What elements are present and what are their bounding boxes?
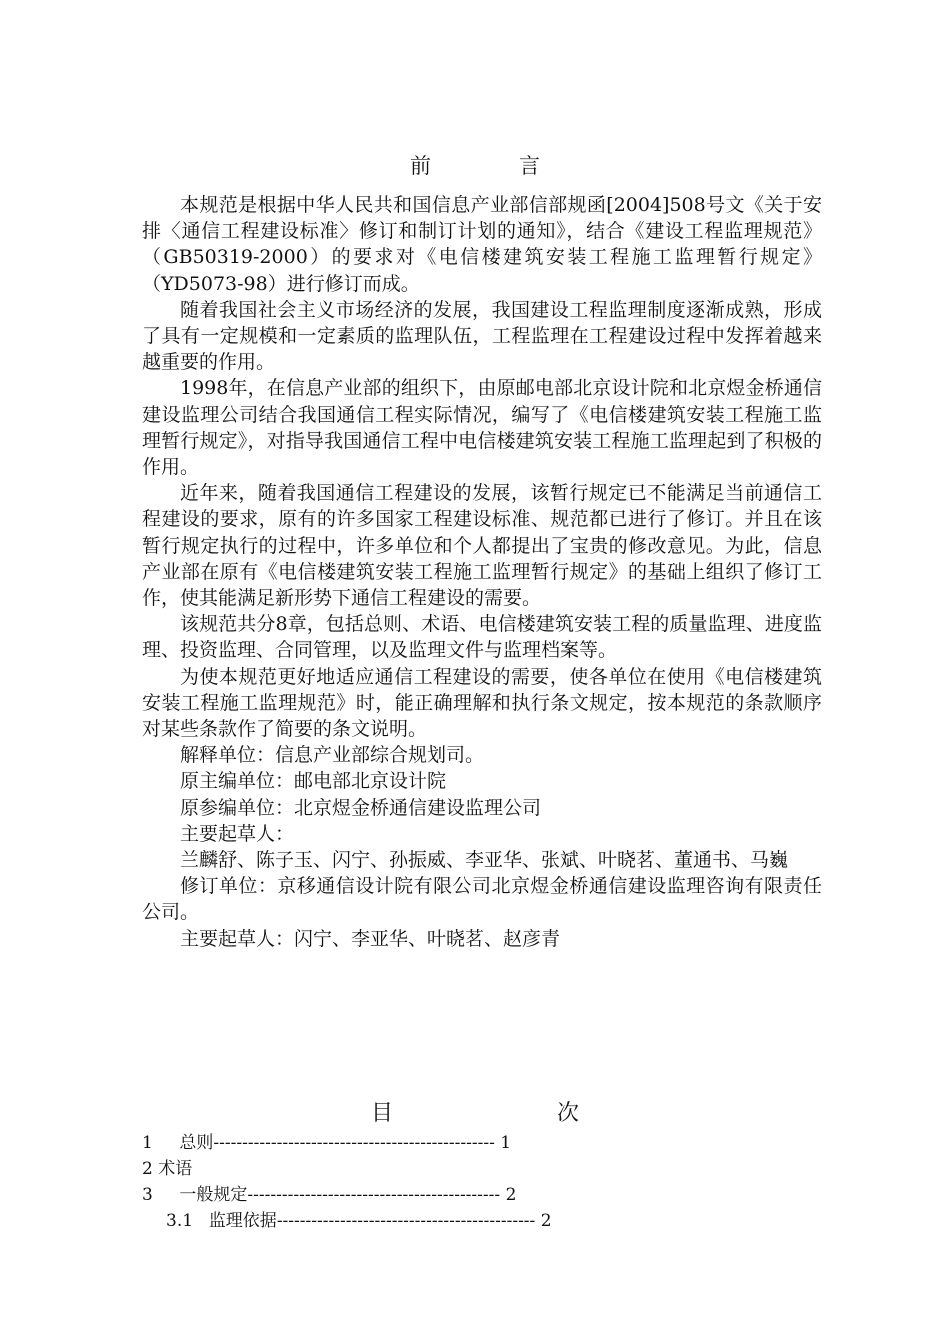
preface-paragraph: 本规范是根据中华人民共和国信息产业部信部规函[2004]508号文《关于安排〈通信工程建设标准〉修订和制订计划的通知》，结合《建设工程监理规范》（GB50319-2000）的要求对《电信楼建筑安装工程施工监理暂行规定》（YD5073-98）进行修订而成。 — [142, 194, 822, 295]
toc-entry-number: 1 — [142, 1133, 153, 1153]
preface-title-right: 言 — [519, 154, 540, 178]
toc-entry[interactable] — [142, 1156, 802, 1182]
toc-entry-title: 监理依据 — [208, 1211, 277, 1231]
revision-drafters: 主要起草人：闪宁、李亚华、叶晓茗、赵彦青 — [180, 927, 561, 950]
preface-title-left: 前 — [410, 154, 431, 178]
interpretation-unit: 解释单位：信息产业部综合规划司。 — [180, 744, 485, 767]
preface-paragraph: 随着我国社会主义市场经济的发展，我国建设工程监理制度逐渐成熟，形成了具有一定规模和一定素质的监理队伍，工程监理在工程建设过程中发挥着越来越重要的作用。 — [142, 298, 822, 374]
toc-entry-number: 2 — [142, 1159, 153, 1179]
toc-entry-title: 一般规定 — [179, 1185, 248, 1205]
preface-paragraph: 为使本规范更好地适应通信工程建设的需要，使各单位在使用《电信楼建筑安装工程施工监理规范》时，能正确理解和执行条文规定，按本规范的条款顺序对某些条款作了简要的条文说明。 — [142, 665, 822, 741]
toc-entry[interactable] — [142, 1130, 802, 1156]
toc-entry-page: 2 — [505, 1185, 517, 1205]
toc-title-right: 次 — [557, 1101, 580, 1126]
toc-entry-leader: -------------------------------------------- — [247, 1185, 501, 1205]
toc-entry-leader: --------------------------------------------- — [276, 1211, 536, 1231]
preface-paragraph: 近年来，随着我国通信工程建设的发展，该暂行规定已不能满足当前通信工程建设的要求，原有的许多国家工程建设标准、规范都已进行了修订。并且在该暂行规定执行的过程中，许多单位和个人都提出了宝贵的修改意见。为此，信息产业部在原有《电信楼建筑安装工程施工监理暂行规定》的基础上组织了修订工作，使其能满足新形势下通信工程建设的需要。 — [142, 482, 822, 610]
table-of-contents — [142, 1130, 802, 1234]
preface-body — [142, 192, 822, 952]
toc-title — [0, 1100, 950, 1128]
toc-entry-number: 3.1 — [166, 1211, 194, 1231]
toc-entry-title: 总则 — [179, 1133, 214, 1153]
preface-paragraph: 1998年，在信息产业部的组织下，由原邮电部北京设计院和北京煜金桥通信建设监理公司结合我国通信工程实际情况，编写了《电信楼建筑安装工程施工监理暂行规定》，对指导我国通信工程中电信楼建筑安装工程施工监理起到了积极的作用。 — [142, 377, 822, 479]
preface-title — [0, 152, 950, 180]
toc-entry-page: 2 — [540, 1211, 552, 1231]
toc-title-left: 目 — [370, 1101, 393, 1126]
revision-unit: 修订单位：京移通信设计院有限公司北京煜金桥通信建设监理咨询有限责任公司。 — [142, 875, 822, 924]
toc-entry-title: 术语 — [158, 1159, 193, 1179]
toc-entry-number: 3 — [142, 1185, 153, 1205]
original-participant-unit: 原参编单位：北京煜金桥通信建设监理公司 — [180, 796, 542, 819]
main-drafters-list: 兰麟舒、陈子玉、闪宁、孙振威、李亚华、张斌、叶晓茗、董通书、马巍 — [180, 849, 789, 872]
main-drafters-label: 主要起草人： — [180, 822, 295, 845]
toc-entry[interactable] — [142, 1208, 802, 1234]
toc-entry[interactable] — [142, 1182, 802, 1208]
original-editor-unit: 原主编单位：邮电部北京设计院 — [180, 770, 447, 793]
preface-paragraph: 该规范共分8章，包括总则、术语、电信楼建筑安装工程的质量监理、进度监理、投资监理、合同管理，以及监理文件与监理档案等。 — [142, 613, 822, 662]
toc-entry-leader: ------------------------------------------------- — [213, 1133, 495, 1153]
toc-entry-page: 1 — [500, 1133, 512, 1153]
